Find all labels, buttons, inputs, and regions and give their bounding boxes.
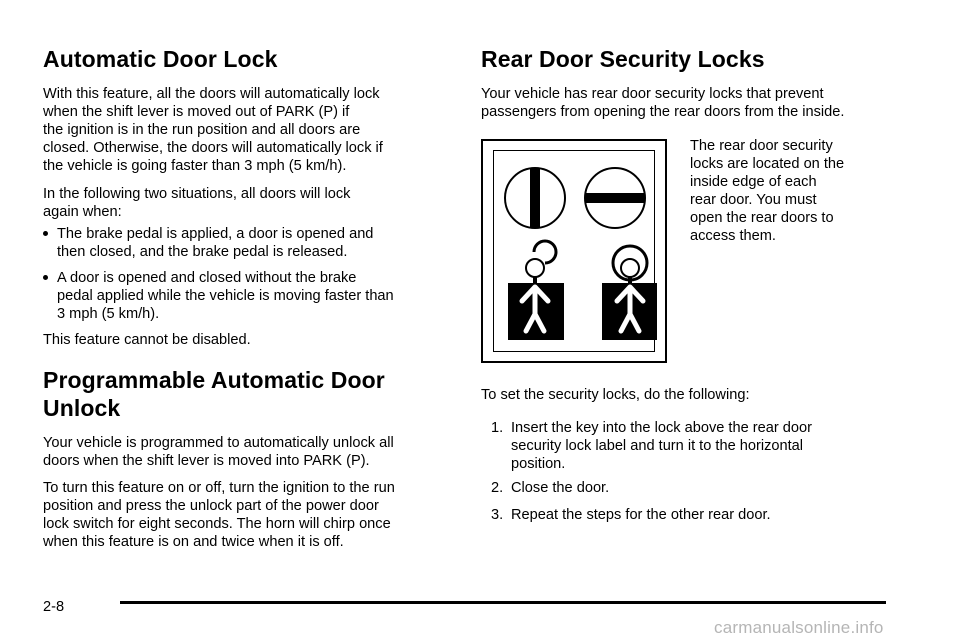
unlock-paragraph-2 [43, 479, 395, 551]
section-heading-automatic-door-lock: Automatic Door Lock [43, 46, 278, 72]
text-line: The rear door security [690, 138, 833, 154]
text-line: open the rear doors to [690, 210, 834, 226]
text-line: the ignition is in the run position and all doors are [43, 122, 361, 138]
figure-inner-frame [493, 150, 655, 352]
figure-caption [690, 137, 844, 245]
child-locked-icon [602, 246, 657, 340]
auto-lock-paragraph-1 [43, 85, 383, 175]
text-line: again when: [43, 204, 122, 220]
auto-lock-paragraph-3: This feature cannot be disabled. [43, 332, 251, 348]
rear-locks-intro [481, 85, 844, 121]
text-line: A door is opened and closed without the brake [57, 270, 357, 286]
text-line: In the following two situations, all doors will lock [43, 186, 351, 202]
step-item [491, 419, 891, 473]
page-number: 2-8 [43, 599, 65, 615]
step-number: 3. [491, 507, 504, 523]
text-line: when the shift lever is moved out of PARK (P) if [43, 104, 350, 120]
text-line: To turn this feature on or off, turn the ignition to the run [43, 480, 395, 496]
heading-line: Programmable Automatic Door [43, 367, 385, 393]
text-line: Repeat the steps for the other rear door. [511, 507, 771, 523]
step-number: 1. [491, 420, 504, 436]
text-line: position and press the unlock part of the power door [43, 498, 379, 514]
lock-diagram-svg [494, 151, 657, 354]
text-line: Close the door. [511, 480, 610, 496]
text-line: With this feature, all the doors will automatically lock [43, 86, 380, 102]
step-item [491, 506, 891, 524]
section-heading-programmable-unlock [43, 366, 385, 422]
text-line: Your vehicle has rear door security locks that prevent [481, 86, 824, 102]
text-line: inside edge of each [690, 174, 817, 190]
text-line: rear door. You must [690, 192, 817, 208]
section-heading-rear-door-security-locks: Rear Door Security Locks [481, 46, 765, 72]
steps-intro: To set the security locks, do the following: [481, 387, 750, 403]
bullet-dot-icon [43, 231, 48, 236]
text-line: pedal applied while the vehicle is moving faster than [57, 288, 394, 304]
text-line: doors when the shift lever is moved into PARK (P). [43, 453, 370, 469]
horizontal-slot-lock-icon [585, 168, 645, 228]
text-line: lock switch for eight seconds. The horn will chirp once [43, 516, 391, 532]
bullet-item [43, 225, 373, 261]
text-line: The brake pedal is applied, a door is opened and [57, 226, 374, 242]
bullet-dot-icon [43, 275, 48, 280]
text-line: passengers from opening the rear doors from the inside. [481, 104, 845, 120]
text-line: closed. Otherwise, the doors will automatically lock if [43, 140, 383, 156]
step-number: 2. [491, 480, 504, 496]
vertical-slot-lock-icon [505, 168, 565, 228]
heading-line: Unlock [43, 395, 121, 421]
text-line: the vehicle is going faster than 3 mph (5 km/h). [43, 158, 347, 174]
auto-lock-paragraph-2 [43, 185, 350, 221]
text-line: Your vehicle is programmed to automatically unlock all [43, 435, 394, 451]
text-line: 3 mph (5 km/h). [57, 306, 160, 322]
text-line: Insert the key into the lock above the rear door [511, 420, 812, 436]
bullet-item [43, 269, 394, 323]
text-line: position. [511, 456, 566, 472]
text-line: when this feature is on and twice when it is off. [43, 534, 344, 550]
unlock-paragraph-1 [43, 434, 394, 470]
text-line: security lock label and turn it to the horizontal [511, 438, 804, 454]
text-line: locks are located on the [690, 156, 845, 172]
footer-rule [120, 601, 886, 604]
text-line: then closed, and the brake pedal is released. [57, 244, 348, 260]
step-item [491, 479, 891, 497]
text-line: access them. [690, 228, 776, 244]
watermark[interactable]: carmanualsonline.info [714, 618, 884, 637]
security-lock-label-figure [481, 139, 667, 363]
child-unlocked-icon [508, 241, 564, 340]
